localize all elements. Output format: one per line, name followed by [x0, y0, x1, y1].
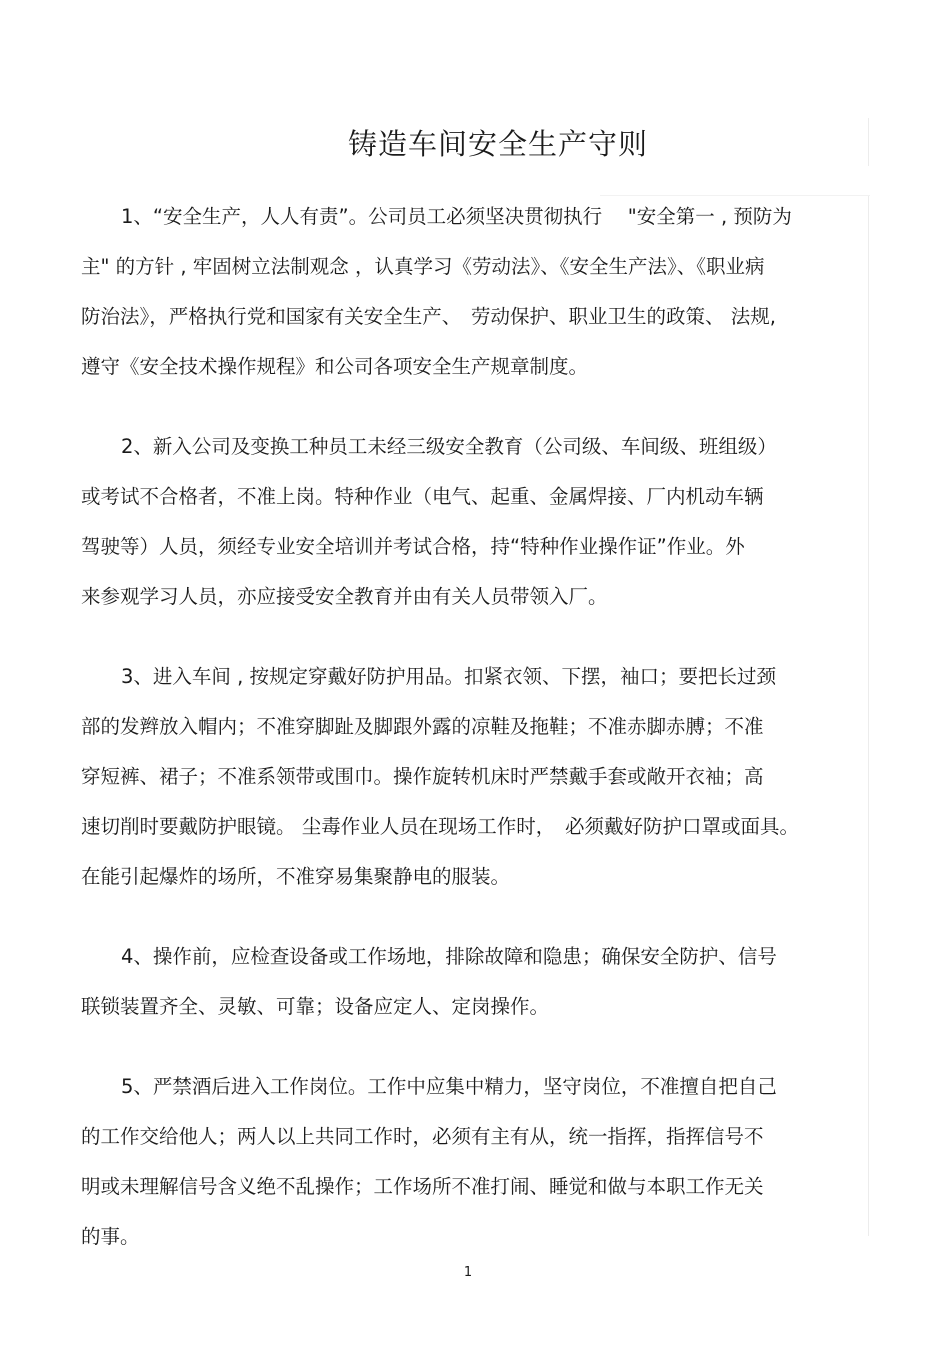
paragraph-line: 5、严禁酒后进入工作岗位。工作中应集中精力，坚守岗位，不准擅自把自己 — [121, 1075, 777, 1098]
paragraph-line: 的事。 — [81, 1225, 140, 1248]
paragraph-1 — [81, 192, 871, 392]
paragraph-line: 遵守《安全技术操作规程》和公司各项安全生产规章制度。 — [81, 355, 589, 378]
page-number: 1 — [463, 1265, 473, 1280]
paragraph-line: 4、操作前，应检查设备或工作场地，排除故障和隐患；确保安全防护、信号 — [121, 945, 777, 968]
document-body — [81, 192, 871, 1292]
paragraph-line: 驾驶等）人员，须经专业安全培训并考试合格，持“特种作业操作证”作业。外 — [81, 535, 745, 558]
paragraph-line: 联锁装置齐全、灵敏、可靠；设备应定人、定岗操作。 — [81, 995, 550, 1018]
paragraph-line: 1、“安全生产，人人有责”。公司员工必须坚决贯彻执行 "安全第一 , 预防为 — [121, 205, 792, 228]
paragraph-line: 来参观学习人员，亦应接受安全教育并由有关人员带领入厂。 — [81, 585, 608, 608]
paragraph-line: 主" 的方针 , 牢固树立法制观念 ，认真学习《劳动法》、《安全生产法》、《职业病 — [81, 255, 765, 278]
paragraph-line: 3、进入车间 , 按规定穿戴好防护用品。扣紧衣领、下摆，袖口；要把长过颈 — [121, 665, 777, 688]
paragraph-line: 部的发辫放入帽内；不准穿脚趾及脚跟外露的凉鞋及拖鞋；不准赤脚赤膊；不准 — [81, 715, 764, 738]
paragraph-line: 速切削时要戴防护眼镜。 尘毒作业人员在现场工作时， 必须戴好防护口罩或面具。 — [81, 815, 799, 838]
paragraph-2 — [81, 422, 871, 622]
paragraph-line: 或考试不合格者，不准上岗。特种作业（电气、起重、金属焊接、厂内机动车辆 — [81, 485, 764, 508]
paragraph-line: 在能引起爆炸的场所，不准穿易集聚静电的服装。 — [81, 865, 511, 888]
paragraph-3 — [81, 652, 871, 902]
paragraph-line: 的工作交给他人；两人以上共同工作时，必须有主有从，统一指挥，指挥信号不 — [81, 1125, 764, 1148]
paragraph-5 — [81, 1062, 871, 1262]
paragraph-line: 2、新入公司及变换工种员工未经三级安全教育（公司级、车间级、班组级） — [121, 435, 777, 458]
paragraph-line: 防治法》，严格执行党和国家有关安全生产、 劳动保护、职业卫生的政策、 法规, — [81, 305, 776, 328]
document-title: 铸造车间安全生产守则 — [347, 127, 648, 161]
paragraph-4 — [81, 932, 871, 1032]
paragraph-line: 明或未理解信号含义绝不乱操作；工作场所不准打闹、睡觉和做与本职工作无关 — [81, 1175, 764, 1198]
paragraph-line: 穿短裤、裙子；不准系领带或围巾。操作旋转机床时严禁戴手套或敞开衣袖；高 — [81, 765, 764, 788]
